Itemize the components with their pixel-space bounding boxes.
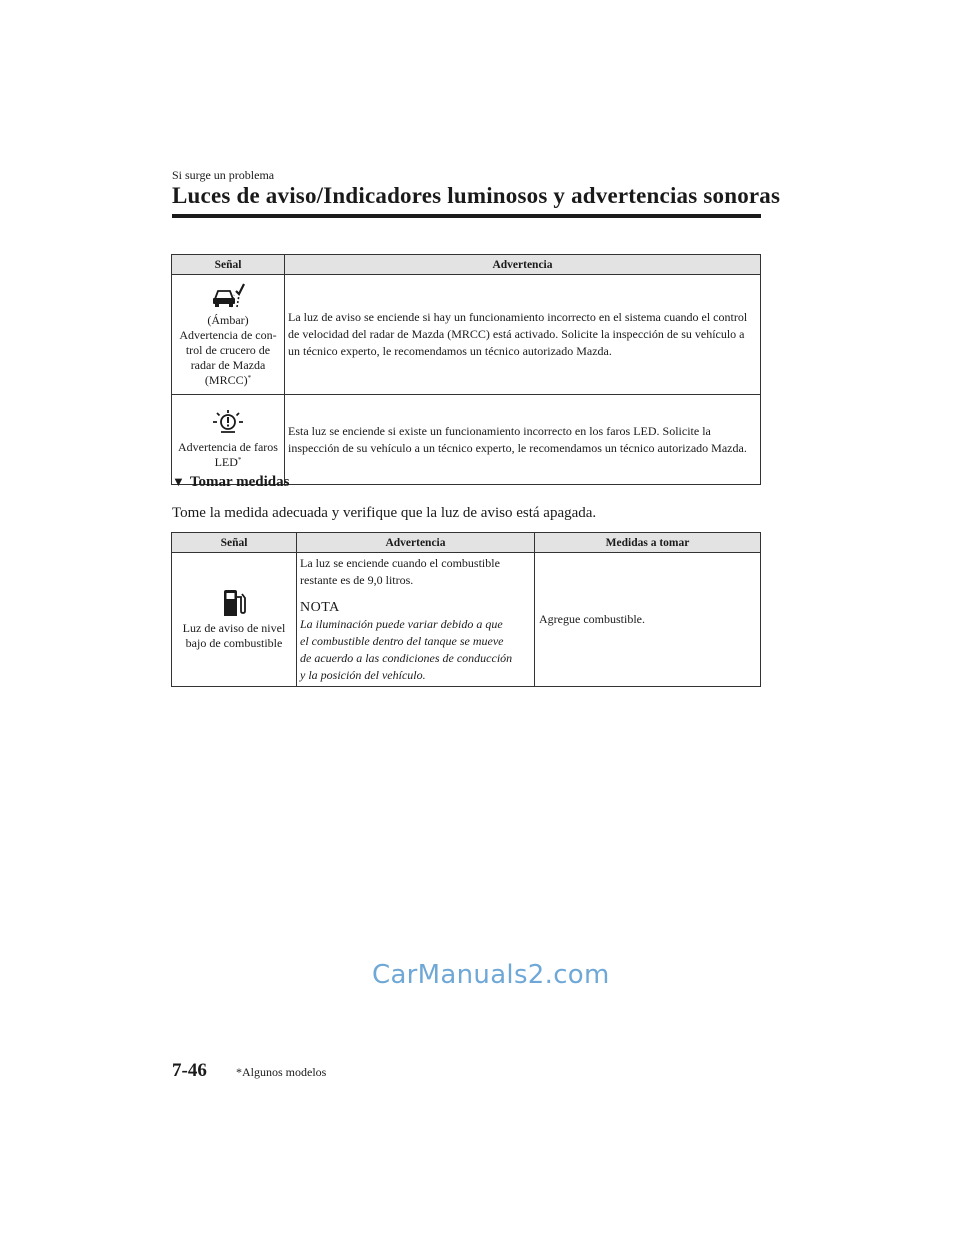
page-number: 7-46 — [172, 1060, 207, 1081]
column-header-warning: Advertencia — [285, 255, 761, 275]
triangle-marker-icon: ▼ — [172, 474, 185, 489]
table-row — [172, 395, 761, 485]
table-row — [172, 553, 761, 687]
warning-description: La luz de aviso se enciende si hay un funcionamiento incorrecto en el sistema cuando el control de velocidad del radar de Mazda (MRCC) está activado. Solicite la inspección de su vehículo a un técnico experto, le recomendamos un técnico autorizado Mazda. — [285, 275, 761, 395]
footnote-marker: * — [247, 374, 252, 382]
title-rule — [172, 214, 761, 218]
column-header-signal: Señal — [172, 255, 285, 275]
mrcc-warning-icon — [211, 279, 245, 309]
signal-label-line: bajo de combustible — [185, 635, 283, 650]
signal-label-line: (MRCC) — [204, 373, 248, 387]
page-title: Luces de aviso/Indicadores luminosos y advertencias sonoras — [172, 183, 781, 208]
signal-label-line: radar de Mazda — [190, 358, 266, 372]
warning-cell — [297, 553, 535, 687]
signal-cell — [172, 553, 297, 687]
signal-label-line: trol de crucero de — [185, 343, 271, 357]
led-headlight-warning-icon — [211, 408, 245, 436]
note-label: NOTA — [300, 600, 340, 615]
section-label: Si surge un problema — [172, 168, 275, 182]
intro-paragraph: Tome la medida adecuada y verifique que la luz de aviso está apagada. — [172, 505, 597, 521]
warning-text: La luz se enciende cuando el combustible restante es de 9,0 litros. — [300, 556, 500, 587]
footnote-marker: * — [237, 455, 242, 464]
warning-lights-table — [171, 254, 761, 485]
signal-cell — [172, 275, 285, 395]
note-text: La iluminación puede variar debido a que el combustible dentro del tanque se mueve de acuerdo a las condiciones de conducción y la posición del vehículo. — [300, 617, 513, 682]
footnote: *Algunos modelos — [236, 1065, 327, 1079]
action-cell: Agregue combustible. — [535, 553, 761, 687]
column-header-warning: Advertencia — [297, 533, 535, 553]
signal-label-line: Advertencia de faros — [178, 439, 278, 454]
column-header-signal: Señal — [172, 533, 297, 553]
watermark-logo[interactable]: CarManuals2.com — [372, 960, 610, 990]
signal-label-line: LED — [214, 454, 238, 469]
section-heading — [172, 474, 289, 491]
signal-label-line: Advertencia de con- — [179, 328, 277, 342]
signal-label-line: (Ámbar) — [207, 313, 249, 327]
column-header-action: Medidas a tomar — [535, 533, 761, 553]
fuel-pump-icon — [221, 589, 247, 617]
actions-table — [171, 532, 761, 687]
warning-description: Esta luz se enciende si existe un funcionamiento incorrecto en los faros LED. Solicite la inspección de su vehículo a un técnico experto, le recomendamos un técnico autorizado Mazda. — [285, 395, 761, 485]
signal-cell — [172, 395, 285, 485]
signal-label-line: Luz de aviso de nivel — [182, 620, 286, 635]
section-heading-text: Tomar medidas — [189, 474, 290, 490]
table-row — [172, 275, 761, 395]
